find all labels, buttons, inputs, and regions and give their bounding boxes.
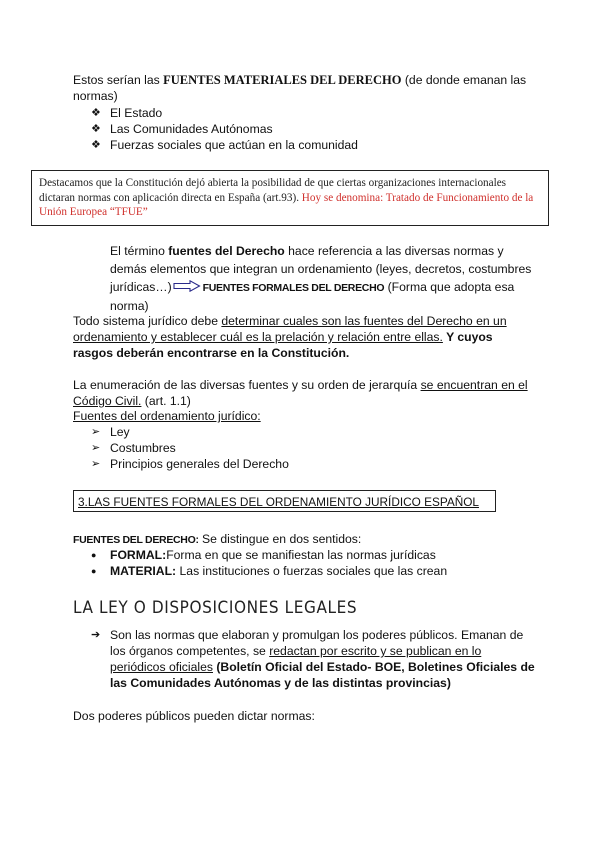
list-item: ❖ Las Comunidades Autónomas (91, 122, 273, 136)
callout-highlight: Hoy se denomina: Tratado de Funcionamiento de la Unión Europea “TFUE” (39, 191, 534, 218)
senses-list (91, 547, 531, 579)
callout-text: Destacamos que la Constitución dejó abierta la posibilidad de que ciertas organizaciones internacionales dictaran normas con aplicación directa en España (art.93). (39, 177, 507, 204)
closing-line: Dos poderes públicos pueden dictar normas: (73, 709, 315, 723)
bullet-dot-icon: ● (91, 550, 97, 560)
definition-paragraph: El término fuentes del Derecho hace referencia a las diversas normas y demás elementos que integran un ordenamiento (leyes, decretos, costumbres jurídicas…) FUENTES FORMALES DEL DERECHO (Forma que adopta esa norma) (110, 244, 532, 313)
list-item: ➢ Principios generales del Derecho (91, 457, 289, 471)
diamond-bullet-icon: ❖ (91, 139, 101, 151)
system-bold: Y cuyos rasgos deberán encontrarse en la Constitución. (73, 330, 493, 360)
callout-box (31, 170, 549, 226)
arrowhead-bullet-icon: ➢ (91, 442, 101, 454)
system-paragraph: Todo sistema jurídico debe determinar cuales son las fuentes del Derecho en un ordenamiento y establecer cuál es la prelación y relación entre ellas. Y cuyos rasgos deberán encontrarse en la Constitución. (73, 314, 507, 360)
law-heading: LA LEY O DISPOSICIONES LEGALES (73, 598, 358, 618)
section-title-box (73, 490, 496, 512)
list-item: ➢ Ley (91, 425, 130, 439)
list-item: ● FORMAL:Forma en que se manifiestan las normas jurídicas (91, 548, 436, 562)
diamond-bullet-icon: ❖ (91, 107, 101, 119)
sources-list-title: Fuentes del ordenamiento jurídico: (73, 409, 261, 423)
arrow-bullet-icon: ➔ (91, 629, 101, 641)
senses-paragraph: FUENTES DEL DERECHO: Se distingue en dos sentidos: (73, 532, 362, 546)
intro-paragraph (73, 72, 533, 104)
diamond-bullet-icon: ❖ (91, 123, 101, 135)
list-item: ❖ El Estado (91, 106, 163, 120)
law-item: ➔ Son las normas que elaboran y promulgan los poderes públicos. Emanan de los órganos competentes, se redactan por escrito y se publican en lo periódicos oficiales (Boletín Oficial del Estado- BOE, Boletines Oficiales de las Comunidades Autónomas y de las distintas provincias) (91, 628, 535, 690)
bullet-dot-icon: ● (91, 566, 97, 576)
enumeration-paragraph: La enumeración de las diversas fuentes y su orden de jerarquía se encuentran en el Código Civil. (art. 1.1) (73, 378, 528, 408)
list-item: ❖ Fuerzas sociales que actúan en la comunidad (91, 138, 358, 152)
sources-list (91, 424, 531, 472)
section-title: 3.LAS FUENTES FORMALES DEL ORDENAMIENTO JURÍDICO ESPAÑOL (78, 495, 479, 509)
arrowhead-bullet-icon: ➢ (91, 458, 101, 470)
senses-label: FUENTES DEL DERECHO: (73, 534, 199, 546)
intro-bold: FUENTES MATERIALES DEL DERECHO (163, 73, 402, 87)
definition-term: fuentes del Derecho (168, 244, 285, 258)
intro-post: (de donde emanan las normas) (73, 73, 527, 103)
list-item: ➢ Costumbres (91, 441, 176, 455)
intro-pre: Estos serían las (73, 73, 164, 87)
system-underlined: determinar cuales son las fuentes del Derecho en un ordenamiento y establecer cuál es la prelación y relación entre ellas. (73, 314, 507, 344)
list-item: ● MATERIAL: Las instituciones o fuerzas sociales que las crean (91, 564, 448, 578)
material-sources-list (91, 105, 531, 153)
arrowhead-bullet-icon: ➢ (91, 426, 101, 438)
formal-sources-label: FUENTES FORMALES DEL DERECHO (202, 282, 385, 294)
arrow-right-icon (173, 280, 201, 292)
